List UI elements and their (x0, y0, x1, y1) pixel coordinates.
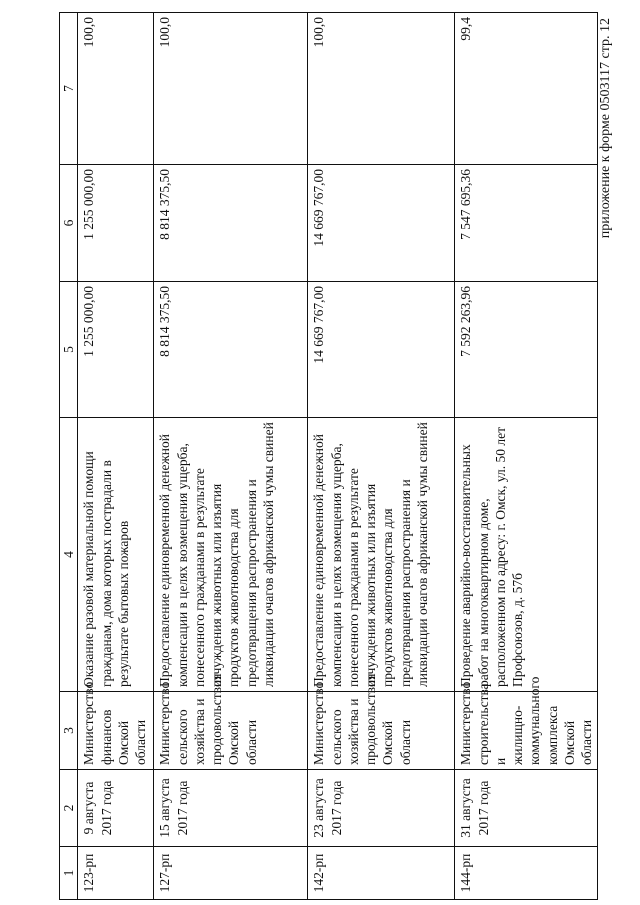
description-cell: Предоставление единовременной денежной компенсации в целях возмещения ущерба, понесенного гражданами в результате отчуждения животных или изъятия продуктов животноводства для предотвращения распространения и ликвидации очагов африканской чумы свиней (308, 418, 455, 692)
date-cell: 31 августа 2017 года (455, 770, 598, 847)
report-table (59, 12, 598, 900)
percent-cell: 100,0 (78, 13, 154, 165)
order-number-cell: 144-рп (455, 847, 598, 900)
column-header: 1 (60, 847, 78, 900)
planned-amount-cell: 8 814 375,50 (154, 282, 308, 418)
ministry-cell: Министерство финансов Омской области (78, 692, 154, 770)
ministry-cell: Министерство строительства и жилищно-коммунального комплекса Омской области (455, 692, 598, 770)
ministry-cell: Министерство сельского хозяйства и продовольствия Омской области (308, 692, 455, 770)
date-cell: 9 августа 2017 года (78, 770, 154, 847)
executed-amount-cell: 8 814 375,50 (154, 165, 308, 282)
column-header: 4 (60, 418, 78, 692)
table-row (308, 13, 455, 900)
table-container (59, 13, 595, 900)
description-cell: Оказание разовой материальной помощи гражданам, дома которых пострадали в результате бытовых пожаров (78, 418, 154, 692)
page-header-text: приложение к форме 0503117 стр. 12 (598, 17, 613, 239)
percent-cell: 100,0 (154, 13, 308, 165)
date-cell: 15 августа 2017 года (154, 770, 308, 847)
column-number-row (60, 13, 78, 900)
planned-amount-cell: 14 669 767,00 (308, 282, 455, 418)
order-number-cell: 142-рп (308, 847, 455, 900)
column-header: 2 (60, 770, 78, 847)
table-row (154, 13, 308, 900)
column-header: 6 (60, 165, 78, 282)
planned-amount-cell: 7 592 263,96 (455, 282, 598, 418)
table-row (455, 13, 598, 900)
column-header: 5 (60, 282, 78, 418)
column-header: 7 (60, 13, 78, 165)
order-number-cell: 123-рп (78, 847, 154, 900)
description-cell: Предоставление единовременной денежной компенсации в целях возмещения ущерба, понесенного гражданами в результате отчуждения животных или изъятия продуктов животноводства для предотвращения распространения и ликвидации очагов африканской чумы свиней (154, 418, 308, 692)
table-row (78, 13, 154, 900)
date-cell: 23 августа 2017 года (308, 770, 455, 847)
executed-amount-cell: 14 669 767,00 (308, 165, 455, 282)
percent-cell: 99,4 (455, 13, 598, 165)
order-number-cell: 127-рп (154, 847, 308, 900)
planned-amount-cell: 1 255 000,00 (78, 282, 154, 418)
executed-amount-cell: 1 255 000,00 (78, 165, 154, 282)
column-header: 3 (60, 692, 78, 770)
ministry-cell: Министерство сельского хозяйства и продовольствия Омской области (154, 692, 308, 770)
executed-amount-cell: 7 547 695,36 (455, 165, 598, 282)
description-cell: Проведение аварийно-восстановительных работ на многоквартирном доме, расположенном по адресу: г. Омск, ул. 50 лет Профсоюзов, д. 57б (455, 418, 598, 692)
percent-cell: 100,0 (308, 13, 455, 165)
